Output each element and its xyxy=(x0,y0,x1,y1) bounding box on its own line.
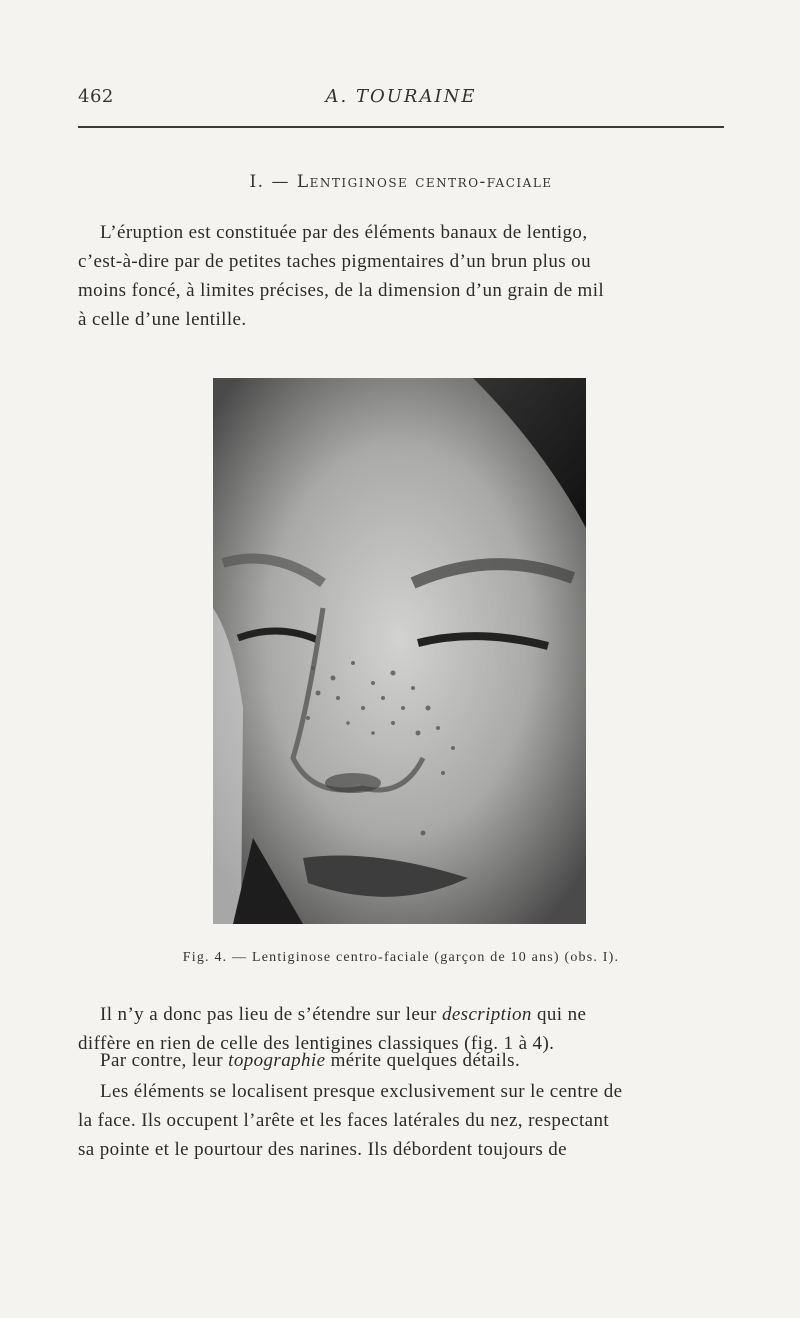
page-header xyxy=(78,86,724,110)
section-numeral: I. — xyxy=(249,172,290,192)
figure-photograph xyxy=(213,378,586,924)
text-run: mérite quelques détails. xyxy=(325,1050,521,1071)
text-line xyxy=(78,1046,726,1075)
text-run: Par contre, leur xyxy=(100,1050,229,1071)
text-line: Les éléments se localisent presque exclusivement sur le centre de xyxy=(100,1081,623,1102)
text-line: moins foncé, à limites précises, de la dimension d’un grain de mil xyxy=(78,280,605,301)
text-line xyxy=(78,1000,726,1029)
text-line: sa pointe et le pourtour des narines. Ils débordent toujours de xyxy=(78,1139,568,1160)
text-line: diffère en rien de celle des lentigines classiques (fig. 1 à 4). xyxy=(78,1033,555,1054)
emphasis-topographie: topographie xyxy=(228,1050,326,1071)
text-line: L’éruption est constituée par des éléments banaux de lentigo, xyxy=(100,222,588,243)
text-line: la face. Ils occupent l’arête et les faces latérales du nez, respectant xyxy=(78,1110,610,1131)
section-heading xyxy=(78,172,724,192)
paragraph-localisation xyxy=(78,1077,726,1164)
text-run: Il n’y a donc pas lieu de s’étendre sur leur xyxy=(100,1004,442,1025)
paragraph-topographie xyxy=(78,1046,726,1075)
figure-caption: Fig. 4. — Lentiginose centro-faciale (garçon de 10 ans) (obs. I). xyxy=(182,950,620,965)
paragraph-eruption xyxy=(78,218,726,334)
text-line: à celle d’une lentille. xyxy=(78,309,247,330)
running-head: A. TOURAINE xyxy=(325,86,477,107)
text-line: c’est-à-dire par de petites taches pigmentaires d’un brun plus ou xyxy=(78,251,591,272)
emphasis-description: description xyxy=(441,1004,532,1025)
text-run: qui ne xyxy=(531,1004,587,1025)
header-rule xyxy=(78,126,724,128)
section-title: Lentiginose centro-faciale xyxy=(296,172,553,192)
page-number: 462 xyxy=(78,86,114,107)
